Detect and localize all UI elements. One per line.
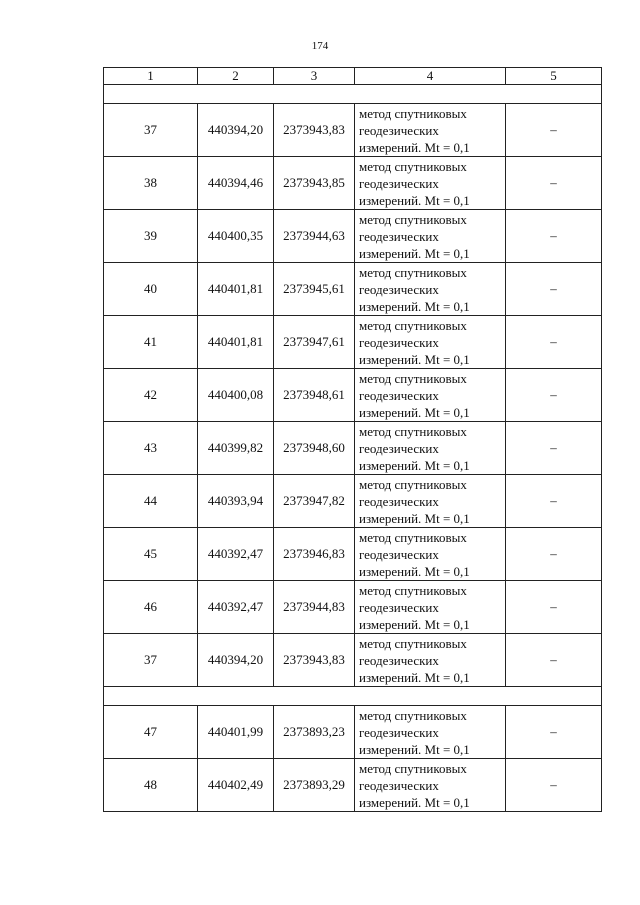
method-cell [355, 210, 506, 263]
table-body [104, 85, 602, 812]
x-coordinate-cell: 440394,20 [198, 104, 274, 157]
point-number-cell: 48 [104, 759, 198, 812]
method-text-line: геодезических [359, 546, 439, 562]
method-text-line: геодезических [359, 493, 439, 509]
y-coordinate-cell: 2373944,83 [274, 581, 355, 634]
table-row [104, 528, 602, 581]
method-cell [355, 528, 506, 581]
y-coordinate-cell: 2373946,83 [274, 528, 355, 581]
point-number-cell: 37 [104, 104, 198, 157]
group-separator-row [104, 687, 602, 706]
table-row [104, 316, 602, 369]
x-coordinate-cell: 440393,94 [198, 475, 274, 528]
method-text-line: геодезических [359, 599, 439, 615]
method-text-line: геодезических [359, 440, 439, 456]
table-row [104, 759, 602, 812]
header-row [104, 68, 602, 85]
column-5-cell: – [506, 706, 602, 759]
method-cell [355, 157, 506, 210]
y-coordinate-cell: 2373893,23 [274, 706, 355, 759]
column-5-cell: – [506, 157, 602, 210]
point-number-cell: 37 [104, 634, 198, 687]
x-coordinate-cell: 440394,20 [198, 634, 274, 687]
column-5-cell: – [506, 316, 602, 369]
method-text-line: измерений. Mt = 0,1 [359, 669, 470, 685]
method-text-line: измерений. Mt = 0,1 [359, 794, 470, 810]
method-text-line: измерений. Mt = 0,1 [359, 404, 470, 420]
point-number-cell: 41 [104, 316, 198, 369]
method-text-line: измерений. Mt = 0,1 [359, 457, 470, 473]
x-coordinate-cell: 440399,82 [198, 422, 274, 475]
column-5-cell: – [506, 369, 602, 422]
table-row [104, 369, 602, 422]
column-5-cell: – [506, 263, 602, 316]
x-coordinate-cell: 440401,81 [198, 263, 274, 316]
method-text-line: геодезических [359, 228, 439, 244]
method-text-line: метод спутниковых [359, 370, 467, 386]
group-separator-cell [104, 85, 602, 104]
method-text-line: измерений. Mt = 0,1 [359, 741, 470, 757]
method-text-line: геодезических [359, 387, 439, 403]
table-row [104, 581, 602, 634]
column-5-cell: – [506, 528, 602, 581]
method-text-line: измерений. Mt = 0,1 [359, 245, 470, 261]
point-number-cell: 47 [104, 706, 198, 759]
header-col-3: 3 [274, 68, 355, 85]
point-number-cell: 39 [104, 210, 198, 263]
method-text-line: геодезических [359, 724, 439, 740]
method-text-line: измерений. Mt = 0,1 [359, 192, 470, 208]
column-5-cell: – [506, 422, 602, 475]
method-text-line: метод спутниковых [359, 105, 467, 121]
method-cell [355, 706, 506, 759]
method-cell [355, 759, 506, 812]
method-text-line: метод спутниковых [359, 476, 467, 492]
table-row [104, 634, 602, 687]
column-5-cell: – [506, 634, 602, 687]
method-cell [355, 263, 506, 316]
x-coordinate-cell: 440400,35 [198, 210, 274, 263]
method-text-line: измерений. Mt = 0,1 [359, 351, 470, 367]
column-5-cell: – [506, 581, 602, 634]
x-coordinate-cell: 440402,49 [198, 759, 274, 812]
method-cell [355, 581, 506, 634]
y-coordinate-cell: 2373943,83 [274, 104, 355, 157]
page-number: 174 [311, 40, 329, 52]
header-col-2: 2 [198, 68, 274, 85]
group-separator-cell [104, 687, 602, 706]
method-text-line: геодезических [359, 652, 439, 668]
method-cell [355, 422, 506, 475]
method-text-line: геодезических [359, 281, 439, 297]
table-row [104, 422, 602, 475]
method-text-line: измерений. Mt = 0,1 [359, 139, 470, 155]
point-number-cell: 42 [104, 369, 198, 422]
point-number-cell: 44 [104, 475, 198, 528]
y-coordinate-cell: 2373947,61 [274, 316, 355, 369]
method-text-line: измерений. Mt = 0,1 [359, 298, 470, 314]
x-coordinate-cell: 440401,81 [198, 316, 274, 369]
table-row [104, 475, 602, 528]
method-text-line: метод спутниковых [359, 317, 467, 333]
method-text-line: измерений. Mt = 0,1 [359, 563, 470, 579]
header-col-5: 5 [506, 68, 602, 85]
method-cell [355, 104, 506, 157]
y-coordinate-cell: 2373945,61 [274, 263, 355, 316]
y-coordinate-cell: 2373893,29 [274, 759, 355, 812]
x-coordinate-cell: 440400,08 [198, 369, 274, 422]
method-text-line: метод спутниковых [359, 760, 467, 776]
y-coordinate-cell: 2373943,85 [274, 157, 355, 210]
method-text-line: метод спутниковых [359, 635, 467, 651]
method-text-line: измерений. Mt = 0,1 [359, 616, 470, 632]
y-coordinate-cell: 2373948,60 [274, 422, 355, 475]
method-text-line: метод спутниковых [359, 707, 467, 723]
method-cell [355, 316, 506, 369]
x-coordinate-cell: 440401,99 [198, 706, 274, 759]
column-5-cell: – [506, 210, 602, 263]
x-coordinate-cell: 440392,47 [198, 581, 274, 634]
y-coordinate-cell: 2373947,82 [274, 475, 355, 528]
method-text-line: геодезических [359, 334, 439, 350]
table-row [104, 157, 602, 210]
table-row [104, 263, 602, 316]
table-row [104, 706, 602, 759]
method-cell [355, 634, 506, 687]
method-text-line: метод спутниковых [359, 264, 467, 280]
point-number-cell: 45 [104, 528, 198, 581]
y-coordinate-cell: 2373943,83 [274, 634, 355, 687]
method-text-line: геодезических [359, 777, 439, 793]
method-text-line: геодезических [359, 175, 439, 191]
method-text-line: геодезических [359, 122, 439, 138]
method-text-line: измерений. Mt = 0,1 [359, 510, 470, 526]
table-row [104, 210, 602, 263]
method-text-line: метод спутниковых [359, 423, 467, 439]
coordinates-table [103, 67, 602, 812]
method-text-line: метод спутниковых [359, 211, 467, 227]
group-separator-row [104, 85, 602, 104]
column-5-cell: – [506, 759, 602, 812]
x-coordinate-cell: 440394,46 [198, 157, 274, 210]
method-cell [355, 369, 506, 422]
y-coordinate-cell: 2373944,63 [274, 210, 355, 263]
header-col-1: 1 [104, 68, 198, 85]
point-number-cell: 40 [104, 263, 198, 316]
method-cell [355, 475, 506, 528]
method-text-line: метод спутниковых [359, 582, 467, 598]
column-5-cell: – [506, 104, 602, 157]
header-col-4: 4 [355, 68, 506, 85]
point-number-cell: 43 [104, 422, 198, 475]
point-number-cell: 38 [104, 157, 198, 210]
y-coordinate-cell: 2373948,61 [274, 369, 355, 422]
x-coordinate-cell: 440392,47 [198, 528, 274, 581]
column-5-cell: – [506, 475, 602, 528]
method-text-line: метод спутниковых [359, 529, 467, 545]
method-text-line: метод спутниковых [359, 158, 467, 174]
point-number-cell: 46 [104, 581, 198, 634]
table-row [104, 104, 602, 157]
